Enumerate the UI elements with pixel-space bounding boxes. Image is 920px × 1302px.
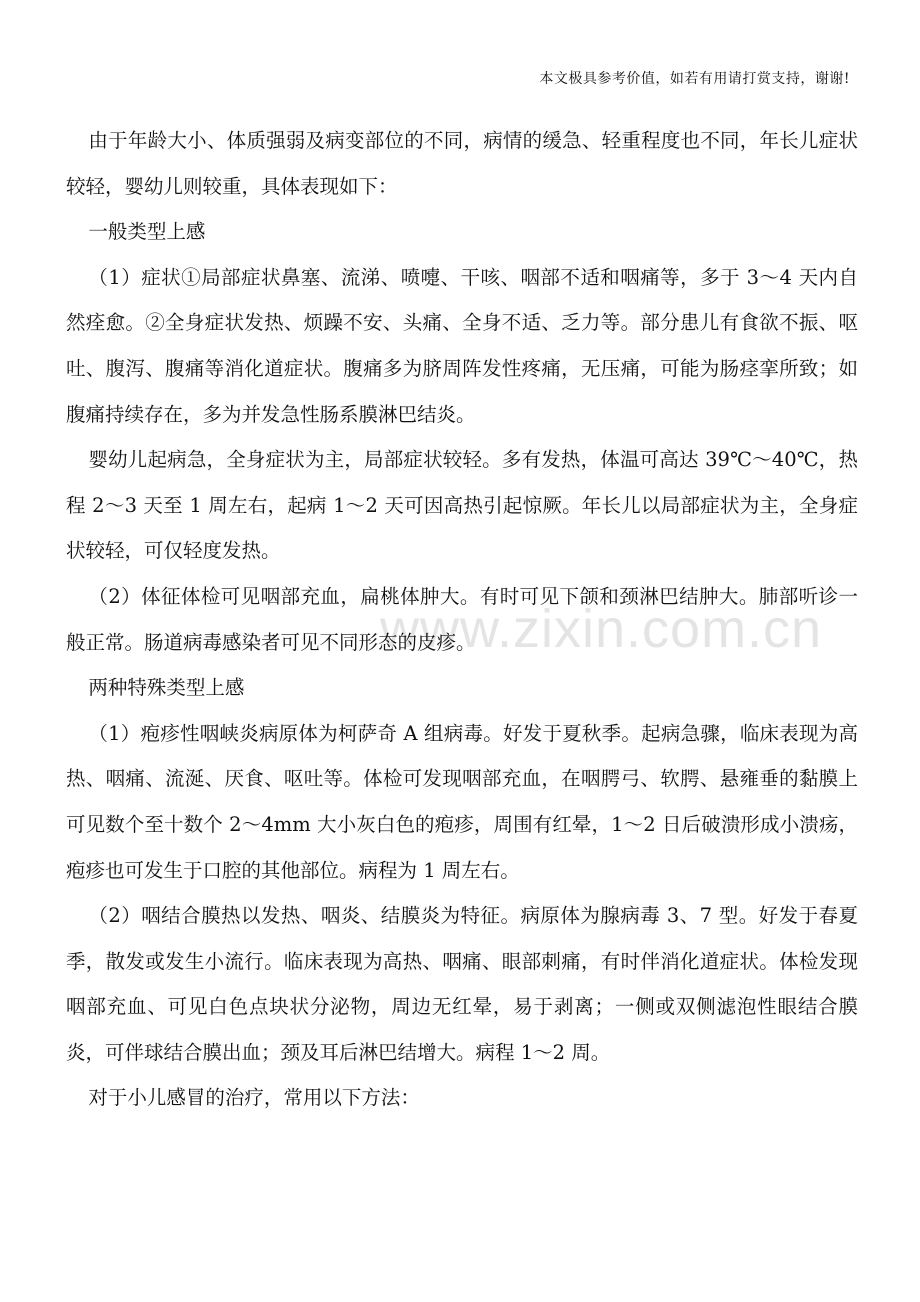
paragraph-herpangina: （1）疱疹性咽峡炎病原体为柯萨奇 A 组病毒。好发于夏秋季。起病急骤，临床表现为高热、咽痛、流涎、厌食、呕吐等。体检可发现咽部充血，在咽腭弓、软腭、悬雍垂的黏膜上可见数个至十数个 2～4mm 大小灰白色的疱疹，周围有红晕，1～2 日后破溃形成小溃疡，疱疹也可发生于口腔的其他部位。病程为 1 周左右。 bbox=[66, 721, 858, 882]
watermark: www.zixin.com.cn bbox=[380, 599, 823, 659]
header-note: 本文极具参考价值，如若有用请打赏支持，谢谢! bbox=[539, 71, 850, 87]
paragraph-treatment-intro: 对于小儿感冒的治疗，常用以下方法： bbox=[88, 1086, 420, 1110]
paragraph-infant-onset: 婴幼儿起病急，全身症状为主，局部症状较轻。多有发热，体温可高达 39℃～40℃，热程 2～3 天至 1 周左右，起病 1～2 天可因高热引起惊厥。年长儿以局部症状为主，全身症状较轻，可仅轻度发热。 bbox=[66, 448, 858, 563]
section-heading-special-types: 两种特殊类型上感 bbox=[88, 676, 245, 700]
paragraph-intro: 由于年龄大小、体质强弱及病变部位的不同，病情的缓急、轻重程度也不同，年长儿症状较轻，婴幼儿则较重，具体表现如下： bbox=[66, 129, 858, 198]
section-heading-general-type: 一般类型上感 bbox=[88, 220, 206, 244]
paragraph-symptoms: （1）症状①局部症状鼻塞、流涕、喷嚏、干咳、咽部不适和咽痛等，多于 3～4 天内自然痊愈。②全身症状发热、烦躁不安、头痛、全身不适、乏力等。部分患儿有食欲不振、呕吐、腹泻、腹痛等消化道症状。腹痛多为脐周阵发性疼痛，无压痛，可能为肠痉挛所致；如腹痛持续存在，多为并发急性肠系膜淋巴结炎。 bbox=[66, 265, 858, 426]
document-body bbox=[66, 118, 858, 1121]
paragraph-pharyngoconjunctival-fever: （2）咽结合膜热以发热、咽炎、结膜炎为特征。病原体为腺病毒 3、7 型。好发于春夏季，散发或发生小流行。临床表现为高热、咽痛、眼部刺痛，有时伴消化道症状。体检发现咽部充血、可见白色点块状分泌物，周边无红晕，易于剥离；一侧或双侧滤泡性眼结合膜炎，可伴球结合膜出血；颈及耳后淋巴结增大。病程 1～2 周。 bbox=[66, 904, 858, 1064]
paragraph-signs: （2）体征体检可见咽部充血，扁桃体肿大。有时可见下颌和颈淋巴结肿大。肺部听诊一般正常。肠道病毒感染者可见不同形态的皮疹。 bbox=[66, 584, 858, 654]
